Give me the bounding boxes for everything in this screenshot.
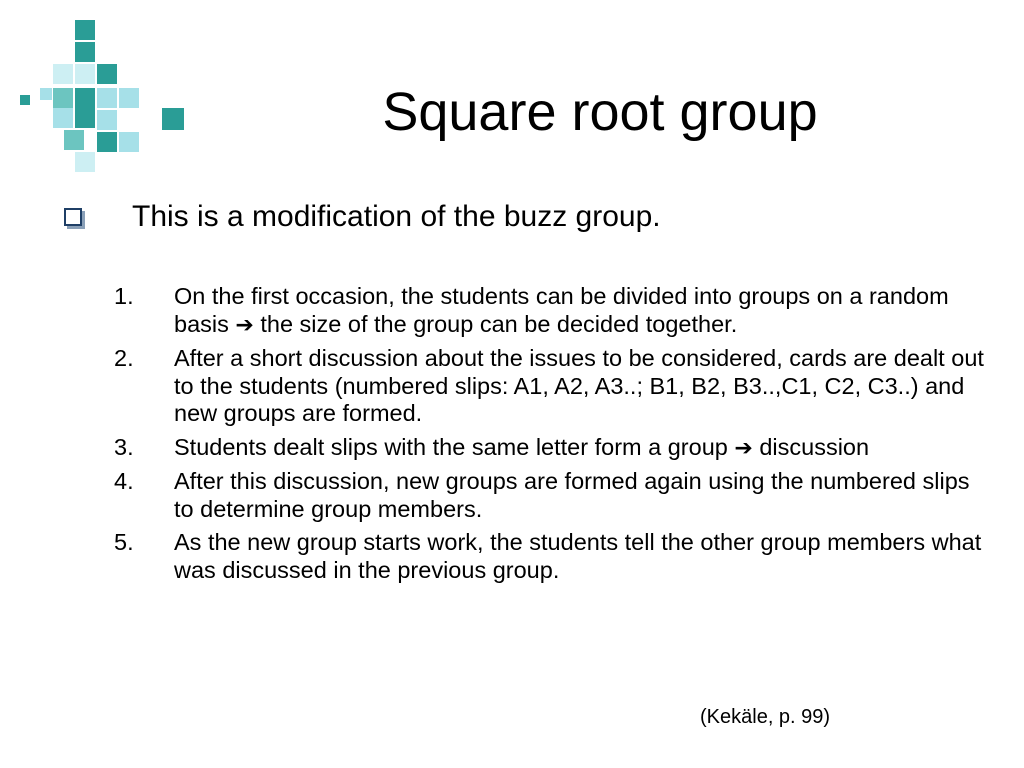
intro-text: This is a modification of the buzz group. xyxy=(132,200,661,233)
step-text: As the new group starts work, the students tell the other group members what was discussed in the previous group. xyxy=(174,529,982,583)
citation: (Kekäle, p. 99) xyxy=(700,706,831,728)
logo-mosaic-svg xyxy=(0,0,200,180)
steps-list xyxy=(110,283,990,590)
logo-mosaic-icon xyxy=(0,0,200,180)
step-text: After a short discussion about the issues to be considered, cards are dealt out to the students (numbered slips: A1, A2, A3..; B1, B2, B3..,C1, C2, C3..) and new groups are formed. xyxy=(174,345,984,426)
step-text-continued: the size of the group can be decided together. xyxy=(253,310,738,337)
step-item-2 xyxy=(110,345,990,428)
step-item-5 xyxy=(110,529,990,584)
step-number: 3. xyxy=(114,433,134,460)
step-item-3 xyxy=(110,434,990,463)
right-arrow-icon: ➔ xyxy=(235,312,254,338)
slide-title: Square root group xyxy=(382,82,818,142)
step-number: 1. xyxy=(114,283,134,309)
step-text: Students dealt slips with the same letter form a group xyxy=(174,433,735,460)
step-text: After this discussion, new groups are formed again using the numbered slips to determine group members. xyxy=(174,468,970,522)
right-arrow-icon: ➔ xyxy=(734,435,753,461)
checkbox-bullet-icon xyxy=(64,208,82,226)
step-text-continued: discussion xyxy=(752,433,870,460)
step-number: 4. xyxy=(114,468,134,494)
step-item-1 xyxy=(110,283,990,339)
step-text: On the first occasion, the students can be divided into groups on a random basis xyxy=(174,283,949,337)
step-item-4 xyxy=(110,468,990,523)
step-number: 5. xyxy=(114,529,134,555)
step-number: 2. xyxy=(114,345,134,371)
